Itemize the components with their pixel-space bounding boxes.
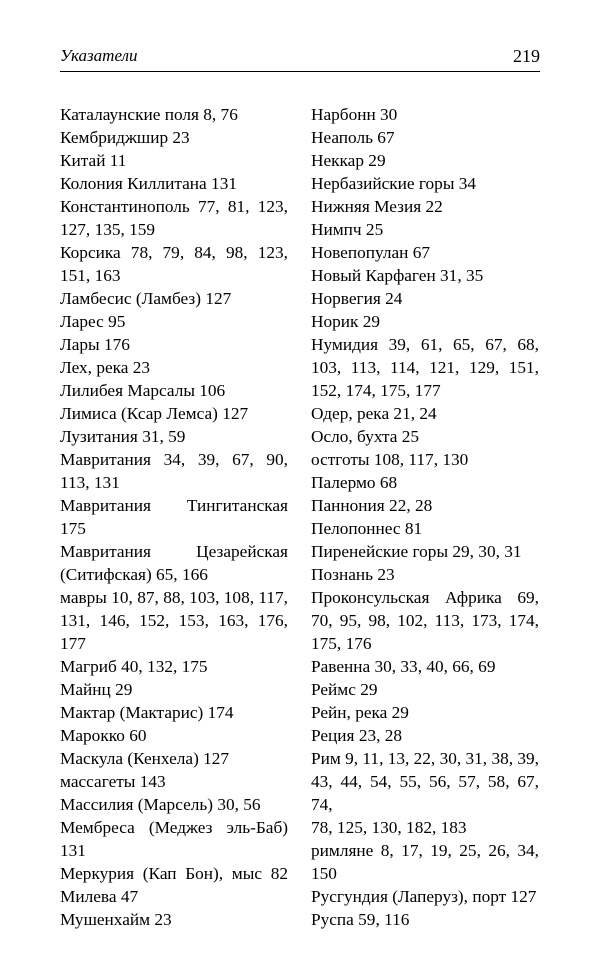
index-entry-line: Лех, река 23 xyxy=(60,358,151,377)
index-entry-line: Лузитания 31, 59 xyxy=(60,427,186,446)
index-entry-line: остготы 108, 117, 130 xyxy=(311,450,469,469)
index-entry-line: Майнц 29 xyxy=(60,680,133,699)
index-entry-line: Лимиса (Ксар Лемса) 127 xyxy=(60,404,249,423)
index-entry-line: Нербазийские горы 34 xyxy=(311,174,477,193)
index-entry-line: 103, 113, 114, 121, 129, 151, xyxy=(311,358,539,377)
index-entry-line: массагеты 143 xyxy=(60,772,166,791)
index-entry-line: 151, 163 xyxy=(60,266,121,285)
index-entry-line: Ларес 95 xyxy=(60,312,126,331)
index-entry-line: Норвегия 24 xyxy=(311,289,403,308)
index-entry-line: 43, 44, 54, 55, 56, 57, 58, 67, 74, xyxy=(311,772,539,814)
index-entry-line: Кембриджшир 23 xyxy=(60,128,190,147)
index-entry-line: 78, 125, 130, 182, 183 xyxy=(311,818,467,837)
index-entry-line: Нижняя Мезия 22 xyxy=(311,197,443,216)
index-entry-line: Нарбонн 30 xyxy=(311,105,398,124)
section-title: Указатели xyxy=(60,46,138,65)
index-entry-line: Осло, бухта 25 xyxy=(311,427,420,446)
index-entry-line: Мавритания 34, 39, 67, 90, xyxy=(60,450,288,469)
index-entry-line: Равенна 30, 33, 40, 66, 69 xyxy=(311,657,496,676)
index-entry-line: Лилибея Марсалы 106 xyxy=(60,381,226,400)
index-entry-line: 70, 95, 98, 102, 113, 173, 174, xyxy=(311,611,539,630)
index-entry-line: Неаполь 67 xyxy=(311,128,395,147)
index-entry-line: Новый Карфаген 31, 35 xyxy=(311,266,484,285)
index-entry-line: Реймс 29 xyxy=(311,680,378,699)
index-entry-line: Мактар (Мактарис) 174 xyxy=(60,703,234,722)
index-entry-line: Лары 176 xyxy=(60,335,130,354)
index-entry-line: Ламбесис (Ламбез) 127 xyxy=(60,289,232,308)
index-entry-line: 150 xyxy=(311,864,337,883)
index-entry-line: Пиренейские горы 29, 30, 31 xyxy=(311,542,522,561)
index-entry-line: Нимпч 25 xyxy=(311,220,384,239)
index-entry-line: Милева 47 xyxy=(60,887,139,906)
index-entry-line: Маскула (Кенхела) 127 xyxy=(60,749,230,768)
index-entry-line: Константинополь 77, 81, 123, xyxy=(60,197,288,216)
running-header xyxy=(60,46,540,70)
index-entry-line: Новепопулан 67 xyxy=(311,243,431,262)
index-entry-line: Паннония 22, 28 xyxy=(311,496,433,515)
index-column-right xyxy=(311,103,539,931)
index-entry-line: Неккар 29 xyxy=(311,151,386,170)
index-entry-line: Палермо 68 xyxy=(311,473,398,492)
index-entry-line: римляне 8, 17, 19, 25, 26, 34, xyxy=(311,841,539,860)
index-entry-line: Рейн, река 29 xyxy=(311,703,409,722)
index-entry-line: Меркурия (Кап Бон), мыс 82 xyxy=(60,864,288,883)
index-entry-line: Реция 23, 28 xyxy=(311,726,403,745)
index-entry-line: 131, 146, 152, 153, 163, 176, 177 xyxy=(60,611,288,653)
index-entry-line: Мембреса (Меджез эль-Баб) xyxy=(60,818,288,837)
index-entry-line: Мавритания Цезарейская xyxy=(60,542,288,561)
index-entry-line: Мушенхайм 23 xyxy=(60,910,172,929)
index-entry-line: Познань 23 xyxy=(311,565,395,584)
index-entry-line: мавры 10, 87, 88, 103, 108, 117, xyxy=(60,588,288,607)
index-entry-line: Корсика 78, 79, 84, 98, 123, xyxy=(60,243,288,262)
index-entry-line: Пелопоннес 81 xyxy=(311,519,423,538)
index-entry-line: 175, 176 xyxy=(311,634,372,653)
page-number: 219 xyxy=(513,46,540,66)
index-entry-line: Массилия (Марсель) 30, 56 xyxy=(60,795,261,814)
header-rule xyxy=(60,71,540,72)
index-entry-line: Магриб 40, 132, 175 xyxy=(60,657,208,676)
index-entry-line: Норик 29 xyxy=(311,312,381,331)
index-entry-line: 152, 174, 175, 177 xyxy=(311,381,441,400)
index-column-left xyxy=(60,103,288,931)
index-entry-line: Китай 11 xyxy=(60,151,127,170)
index-entry-line: Мавритания Тингитанская xyxy=(60,496,288,515)
index-entry-line: Руспа 59, 116 xyxy=(311,910,410,929)
index-entry-line: Марокко 60 xyxy=(60,726,147,745)
index-entry-line: 131 xyxy=(60,841,86,860)
index-entry-line: Русгундия (Лаперуз), порт 127 xyxy=(311,887,537,906)
index-entry-line: Колония Киллитана 131 xyxy=(60,174,237,193)
index-entry-line: 175 xyxy=(60,519,86,538)
index-entry-line: Проконсульская Африка 69, xyxy=(311,588,539,607)
index-entry-line: (Ситифская) 65, 166 xyxy=(60,565,208,584)
index-entry-line: 113, 131 xyxy=(60,473,120,492)
index-entry-line: Одер, река 21, 24 xyxy=(311,404,437,423)
index-entry-line: Каталаунские поля 8, 76 xyxy=(60,105,238,124)
index-entry-line: 127, 135, 159 xyxy=(60,220,156,239)
index-entry-line: Рим 9, 11, 13, 22, 30, 31, 38, 39, xyxy=(311,749,539,768)
index-entry-line: Нумидия 39, 61, 65, 67, 68, xyxy=(311,335,539,354)
